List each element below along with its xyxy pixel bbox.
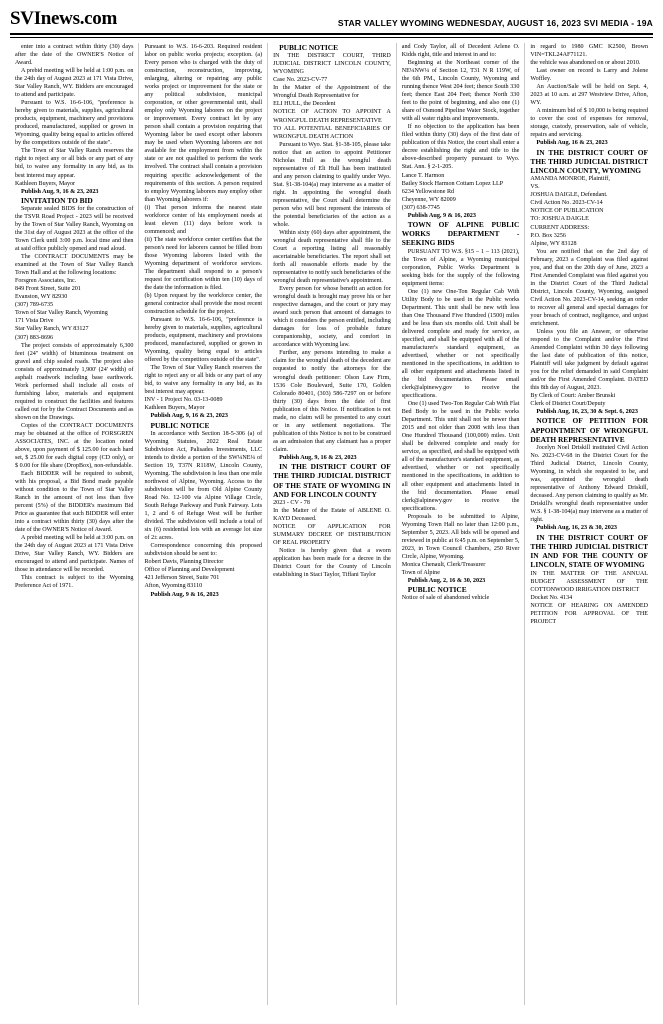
notice-paragraph: Proposals to be submitted to Alpine, Wyoming Town Hall no later than 12:00 p.m., September 5, 2023. All bids will be opened and reviewed in public at 6:45 p.m. on September 5, 2023, in Town Council Chambers, 250 River Circle, Alpine, Wyoming.: [401, 513, 520, 560]
notice-paragraph: 2023 - CV - 78: [273, 500, 310, 506]
notice-paragraph: (ii) The state workforce center certifies that the person's need for laborers cannot be filled from those Wyoming laborers listed with the Wyoming department of workforce services. The department shall respond to a person's request for certification within ten (10) days of the date the information is filed.: [144, 236, 263, 291]
notice-paragraph: the vehicle was abandoned on or about 2010.: [530, 60, 641, 67]
notice-paragraph: Case No. 2023-CV-77: [273, 77, 328, 84]
notice-paragraph: A prebid meeting will be held at 1:00 p.m. on the 24th day of August 2023 at 171 Vista Drive, Star Valley Ranch, WY. Bidders are encouraged to attend and participate.: [15, 68, 134, 99]
notice-paragraph: (307) 883-8696: [15, 334, 54, 341]
notice-paragraph: 421 Jefferson Street, Suite 701: [144, 575, 220, 582]
notice-paragraph: Clerk of District Court/Deputy: [530, 401, 606, 408]
notice-paragraph: Kathleen Buyers, Mayor: [15, 180, 76, 187]
notice-paragraph: Within sixty (60) days after appointment, the wrongful death representative shall file to the Court a reporting listing all reasonably ascertainable beneficiaries. The report shall set forth all reasonable efforts made by the representative to notify such beneficiaries of the wrongful death representative's appointment.: [273, 229, 391, 285]
notice-paragraph: In the Matter of the Appointment of the Wrongful Death Representative for: [273, 85, 391, 100]
notice-paragraph: NOTICE OF HEARING ON AMENDED PETITION FOR APPROVAL OF THE PROJECT: [530, 602, 649, 625]
notice-paragraph: Jocelyn Noel Driskill instituted Civil Action No. 2023-CV-68 in the District Court for the Third Judicial District, Lincoln County, Wyoming, in which she requested to be, and was, appointed the wrongful death representative of Anthony Edward Driskill, deceased. Any person claiming to qualify as Mr. Driskill's wrongful death representative under W.S. § 1-38-104(a) may intervene as a matter of right.: [530, 445, 649, 524]
notice-paragraph: (307) 638-7745: [401, 204, 440, 211]
notice-paragraph: 171 Vista Drive: [15, 318, 54, 325]
notice-paragraph: Monica Chenault, Clerk/Treasurer: [401, 561, 486, 568]
publish-dates: Publish Aug, 16 & 23, 2023: [536, 139, 608, 147]
publish-dates: Publish Aug, 9 & 16, 2023: [150, 590, 219, 598]
publish-dates: Publish Aug, 2, 16 & 30, 2023: [407, 576, 486, 584]
notice-paragraph: This contract is subject to the Wyoming Preference Act of 1971.: [15, 575, 134, 590]
notice-paragraph: AMANDA MONROE, Plaintiff,: [530, 176, 610, 183]
notice-paragraph: Afton, Wyoming 83110: [144, 583, 203, 590]
notice-paragraph: In accordance with Section 18-5-306 (a) of Wyoming Statutes, 2022 Real Estate Subdivision Act, Palisades Investments, LLC intends to divide a portion of the SW¼NE¼ of Section 19, T37N R118W, Lincoln County, Wyoming. The subdivision is less than one mile northwest of Alpine, Wyoming. Access to the subdivision will be from Old Alpine County Road No. 12-100 via Alpine Village Circle, South Refuge Parkway and Funk Fairway. Lots 1, 2 and 6 of Refuge West will be further divided. The subdivision will include a total of six (6) residential lots with an average lot size of 2± acres.: [144, 430, 263, 542]
notice-paragraph: Beginning at the Northeast corner of the NE¼NW¼ of Section 12, T31 N R 119W, of the 6th PM., Lincoln County, Wyoming and running thence West 204 feet; thence South 330 feet; thence East 204 Feet; thence North 330 feet to the point of beginning, and also one (1) share of Osmond Pipeline Water Stock, together with all water rights and improvements.: [401, 60, 520, 123]
masthead-rule: [10, 37, 653, 38]
notice-paragraph: Pursuant to W.S. 16-6-203. Required resident labor on public works projects; exception. (a) Every person who is charged with the duty of construction, reconstruction, improving, enlarging, altering or repairing any public works project or improvement for the state or any political subdivision, municipal corporation, or other governmental unit, shall employ only Wyoming laborers on the project or improvement. Every contract let by any person shall contain a provision requiring that Wyoming labor be used except other laborers may be used when Wyoming laborers are not available for the employment from within the state or are not qualified to perform the work involved. The contract shall contain a provision requiring specific acknowledgement of the requirements of this section. A person required to employ Wyoming laborers may employ other than Wyoming laborers if:: [144, 44, 263, 203]
notice-paragraph: You are notified that on the 2nd day of February, 2023 a Complaint was filed against you, and that on the 20th day of June, 2023 a First Amended Complaint was filed against you in the District Court of the Third Judicial District, Lincoln County, Wyoming, assigned Civil Action No. 2023-CV-14, seeking an order to recover all general and special damages for your breach of contract, negligence, and unjust enrichment.: [530, 248, 649, 327]
notice-paragraph: Star Valley Ranch, WY 83127: [15, 326, 89, 333]
notice-column: [138, 43, 267, 1005]
notice-paragraph: The project consists of approximately 6,300 feet (24" width) of bituminous treatment on gravel and chip sealed roads. The project also consists of approximately 1,900' (24' width) of asphalt roadwork including base earthwork. Work performed shall include all costs of furnishing labor, materials and equipment required to construct the facilities and features called out for by the Contract Documents and as shown on the Drawings.: [15, 342, 134, 421]
legal-notices-columns: [10, 43, 653, 1005]
notice-paragraph: The Town of Star Valley Ranch reserves the right to reject any or all bids or any part of any bid, to waive any formality in any bid, as its best interest may appear.: [15, 148, 134, 179]
notice-paragraph: JOSHUA DAIGLE, Defendant.: [530, 192, 608, 199]
notice-paragraph: NOTICE OF ACTION TO APPOINT A WRONGFUL DEATH REPRESENTATIVE: [273, 109, 391, 124]
notice-paragraph: Unless you file an Answer, or otherwise respond to the Complaint and/or the First Amended Complaint within 30 days following the last date of publication of this notice, Plaintiff will take judgment by default against you for the relief demanded in said Complaint and/or the First Amended Complaint. DATED this 8th day of August, 2023.: [530, 328, 649, 392]
notice-headline: INVITATION TO BID: [21, 195, 93, 205]
notice-paragraph: One (1) used Two-Ton Regular Cab With Flat Bed Body to be used in the Public works Department. This unit shall not be newer than 2015 and not older than 2008 with less than One Hundred Thousand (100,000) miles. Unit shall be delivered complete and ready for service, as specified, and shall be equipped with all of the manufacturer's standard equipment, as advertised, whether or not specifically mentioned in the specifications, in addition to all other equipment and attachments listed in the bid documentation. Please email clerk@alpinewy.gov to receive the specifications.: [401, 401, 520, 512]
publish-dates: Publish Aug, 9, 16 & 23, 2023: [150, 412, 228, 420]
notice-paragraph: The Town of Star Valley Ranch reserves the right to reject any or all bids or any part of any bid, to waive any formality in any bid, as its best interest may appear.: [144, 365, 263, 396]
notice-paragraph: (307) 789-6735: [15, 302, 54, 309]
notice-paragraph: Further, any persons intending to make a claim for the wrongful death of the decedent are requested to notify the attorneys for the wrongful death petitioner: Olson Law Firm, 1536 Cole Boulevard, Suite 170, Golden Colorado 80401, (303) 586-7297 on or before thirty (30) days from the date of first publication of this Notice. If notification is not made, no claim will be presented to any court or in any settlement negotiations. The publication of this Notice is not to be construed as an admission that any claimant has a proper claim.: [273, 350, 391, 453]
notice-paragraph: Each BIDDER will be required to submit, with his proposal, a Bid Bond made payable without condition to the Town of Star Valley Ranch in the amount of not less than five percent (5%) of the BIDDER's maximum Bid Price as guarantee that such BIDDER will enter into a contract within thirty (30) days after the date of the OWNER'S Notice of Award.: [15, 471, 134, 534]
notice-paragraph: Bailey Stock Harmon Cottam Lopez LLP: [401, 180, 504, 187]
notice-headline: PUBLIC NOTICE: [150, 420, 210, 430]
notice-headline: PUBLIC NOTICE: [279, 43, 339, 52]
notice-paragraph: A minimum bid of $ 10,000 is being required to cover the cost of expenses for removal, storage, custody, preservation, sale of vehicle, repairs and servicing.: [530, 108, 649, 139]
notice-paragraph: 849 Front Street, Suite 201: [15, 286, 81, 293]
notice-paragraph: Forsgren Associates, Inc.: [15, 278, 77, 285]
notice-paragraph: An Auction/Sale will be held on Sept. 4, 2023 at 10 a.m. at 297 Westview Drive, Afton, WY.: [530, 84, 649, 107]
notice-paragraph: Office of Planning and Development: [144, 567, 235, 574]
notice-paragraph: If no objection to the application has been filed within thirty (30) days of the first date of publication of this Notice, the court shall enter a decree establishing the right and title to the above-described property pursuant to Wyo. Stat. Ann. § 2-1-205.: [401, 124, 520, 171]
publish-dates: Publish Aug, 9, 16 & 23, 2023: [279, 453, 357, 461]
notice-paragraph: TO: JOSHUA DAIGLE: [530, 216, 589, 223]
notice-paragraph: Pursuant to Wyo. Stat. §1-38-105, please take notice that an action to appoint Petitioner Nicholas Hull as the wrongful death representative of Eli Hull has been instituted and any person claiming to qualify under Wyo. Stat. §1-38-104(a) may intervene as a matter of right. In appointing the wrongful death representative, the Court shall determine the person who will best represent the interests of the potential beneficiaries of the action as a whole.: [273, 141, 391, 228]
publish-dates: Publish Aug, 16, 23 & 30, 2023: [536, 524, 618, 532]
notice-headline: NOTICE OF PETITION FOR APPOINTMENT OF WRONGFUL DEATH REPRESENTATIVE: [530, 416, 649, 444]
masthead-dateline: STAR VALLEY WYOMING WEDNESDAY, AUGUST 16, 2023 SVI MEDIA - 19A: [337, 18, 653, 28]
notice-paragraph: IN THE MATTER OF THE ANNUAL BUDGET ASSESSMENT OF THE COTTONWOOD IRRIGATION DISTRICT: [530, 570, 649, 593]
notice-paragraph: (i) That person informs the nearest state workforce center of his employment needs at least eleven (11) days before work is commenced; and: [144, 204, 263, 235]
notice-paragraph: 6234 Yellowstone Rd: [401, 188, 455, 195]
notice-paragraph: The CONTRACT DOCUMENTS may be examined at the Town of Star Valley Ranch Town Hall and at the following locations:: [15, 254, 134, 277]
notice-headline: TOWN OF ALPINE PUBLIC WORKS DEPARTMENT - SEEKING BIDS: [401, 219, 520, 248]
notice-paragraph: Notice of sale of abandoned vehicle: [401, 595, 490, 602]
notice-paragraph: Separate sealed BIDS for the construction of the TSVR Road Project - 2023 will be received by the Town of Star Valley Ranch, Wyoming on the 31st day of August 2023 at the office of the Town Clerk until 3:00 p.m. local time and then at said office publicly opened and read aloud.: [15, 206, 134, 253]
notice-paragraph: Correspondence concerning this proposed subdivision should be sent to:: [144, 543, 263, 558]
notice-headline: IN THE DISTRICT COURT OF THE THIRD JUDICIAL DISTRICT LINCOLN COUNTY, WYOMING: [530, 147, 649, 176]
notice-paragraph: Alpine, WY 83128: [530, 240, 577, 247]
notice-paragraph: One (1) new One-Ton Regular Cab With Utility Body to be used in the Public works Department. This unit shall be new with less than One Thousand Five Hundred (1500) miles and be less than six months old. Unit shall be delivered complete and ready for service, as specified, and shall be equipped with all of the manufacturer's standard equipment, as advertised, whether or not specifically mentioned in the specifications, in addition to all other equipment and attachments listed in the bid documentation. Please email clerk@alpinewy.gov to receive the specifications.: [401, 288, 520, 400]
notice-paragraph: Lance T. Harmon: [401, 172, 445, 179]
publish-dates: Publish Aug, 9, 16 & 23, 2023: [21, 187, 99, 195]
notice-paragraph: Civil Action No. 2023-CV-14: [530, 200, 603, 207]
notice-paragraph: CURRENT ADDRESS:: [530, 224, 590, 231]
notice-paragraph: Notice is hereby given that a sworn application has been made for a decree in the District Court for the County of Lincoln establishing in Staci Taylor, Tiffani Taylor: [273, 548, 391, 579]
notice-paragraph: NOTICE OF PUBLICATION: [530, 208, 604, 215]
notice-paragraph: Town of Alpine: [401, 569, 440, 576]
notice-paragraph: TO ALL POTENTIAL BENEFICIARIES OF WRONGFUL DEATH ACTION: [273, 125, 391, 140]
notice-paragraph: A prebid meeting will be held at 3:00 p.m. on the 24th day of August 2023 at 171 Vista Drive Drive, Star Valley Ranch, WY. Bidders are encouraged to attend and participate. Names of those in attendance will be recorded.: [15, 535, 134, 574]
notice-paragraph: Kathleen Buyers, Mayor: [144, 405, 205, 412]
notice-headline: IN THE DISTRICT COURT OF THE THIRD JUDICIAL DISTRICT IN AND FOR THE COUNTY OF LINCOLN, STATE OF WYOMING: [530, 532, 649, 570]
notice-paragraph: INV - 1 Project No. 03-13-0089: [144, 397, 223, 404]
notice-paragraph: Last owner on record is Larry and Jolene Woffley.: [530, 68, 649, 83]
notice-paragraph: P.O. Box 3256: [530, 232, 566, 239]
notice-paragraph: VS.: [530, 184, 540, 191]
notice-paragraph: Evanston, WY 82930: [15, 294, 68, 301]
masthead: [10, 8, 653, 35]
notice-column: [524, 43, 653, 1005]
publish-dates: Publish Aug, 16, 23, 30 & Sept. 6, 2023: [536, 408, 638, 416]
notice-paragraph: Pursuant to W.S. 16-6-106, "preference is hereby given to materials, supplies, agricultural products, equipment, machinery and provisions produced, manufactured, supplied or grown in Wyoming, quality being equal to articles offered by the competitors outside of the state".: [15, 100, 134, 147]
notice-paragraph: in regard to 1980 GMC K2500, Brown VIN=TKL24AF71121.: [530, 44, 649, 59]
notice-paragraph: In the Matter of the Estate of ABLENE O. KAYD Deceased.: [273, 508, 391, 523]
notice-paragraph: and Cody Taylor, all of Decedent Arlene O. Kidds right, title and interest in and to:: [401, 44, 520, 59]
notice-paragraph: By Clerk of Court: Amber Brunski: [530, 393, 616, 400]
notice-paragraph: Pursuant to W.S. 16-6-106, "preference is hereby given to materials, supplies, agricultural products, equipment, machinery and provisions produced, manufactured, supplied or grown in Wyoming, quality being equal to articles offered by the competitors outside of the state".: [144, 317, 263, 364]
notice-headline: IN THE DISTRICT COURT OF THE THIRD JUDICIAL DISTRICT OF THE STATE OF WYOMING IN AND FOR LINCOLN COUNTY: [273, 462, 391, 499]
notice-column: [267, 43, 396, 1005]
notice-column: [10, 43, 138, 1005]
notice-paragraph: enter into a contract within thirty (30) days after the date of the OWNER'S Notice of Award.: [15, 44, 134, 67]
notice-headline: PUBLIC NOTICE: [407, 585, 467, 595]
notice-paragraph: Docket No. 4134: [530, 594, 573, 601]
notice-column: [396, 43, 525, 1005]
publish-dates: Publish Aug, 9 & 16, 2023: [407, 211, 476, 219]
notice-paragraph: Robert Davis, Planning Director: [144, 559, 224, 566]
notice-paragraph: Copies of the CONTRACT DOCUMENTS may be obtained at the office of FORSGREN ASSOCIATES, INC. at the location noted above, upon payment of $ 125.00 for each hard set, $ 25.00 for each digital copy (CD only), or $ 0.00 for file share (DropBox), non-refundable.: [15, 422, 134, 469]
notice-paragraph: Every person for whose benefit an action for wrongful death is brought may prove his or her respective damages, and the court or jury may award such person that amount of damages to which it considers the person entitled, including damages for loss of probable future companionship, society, and comfort in accordance with Wyoming law.: [273, 286, 391, 349]
notice-paragraph: (b) Upon request by the workforce center, the general contractor shall provide the most recent construction schedule for the project.: [144, 292, 263, 316]
notice-paragraph: IN THE DISTRICT COURT, THIRD JUDICIAL DISTRICT LINCOLN COUNTY, WYOMING: [273, 53, 391, 76]
masthead-logo: SVInews.com: [10, 8, 118, 29]
notice-paragraph: Cheyenne, WY 82009: [401, 196, 456, 203]
notice-paragraph: ELI HULL, the Decedent: [273, 101, 336, 108]
notice-paragraph: PURSUANT TO W.S. §15 – 1 – 113 (2021), the Town of Alpine, a Wyoming municipal corporation, Public Works Department is seeking bids for the supply of the following equipment items:: [401, 248, 520, 287]
notice-paragraph: NOTICE OF APPLICATION FOR SUMMARY DECREE OF DISTRIBUTION OF REAL PROPERTY: [273, 524, 391, 547]
notice-paragraph: Town of Star Valley Ranch, Wyoming: [15, 310, 108, 317]
